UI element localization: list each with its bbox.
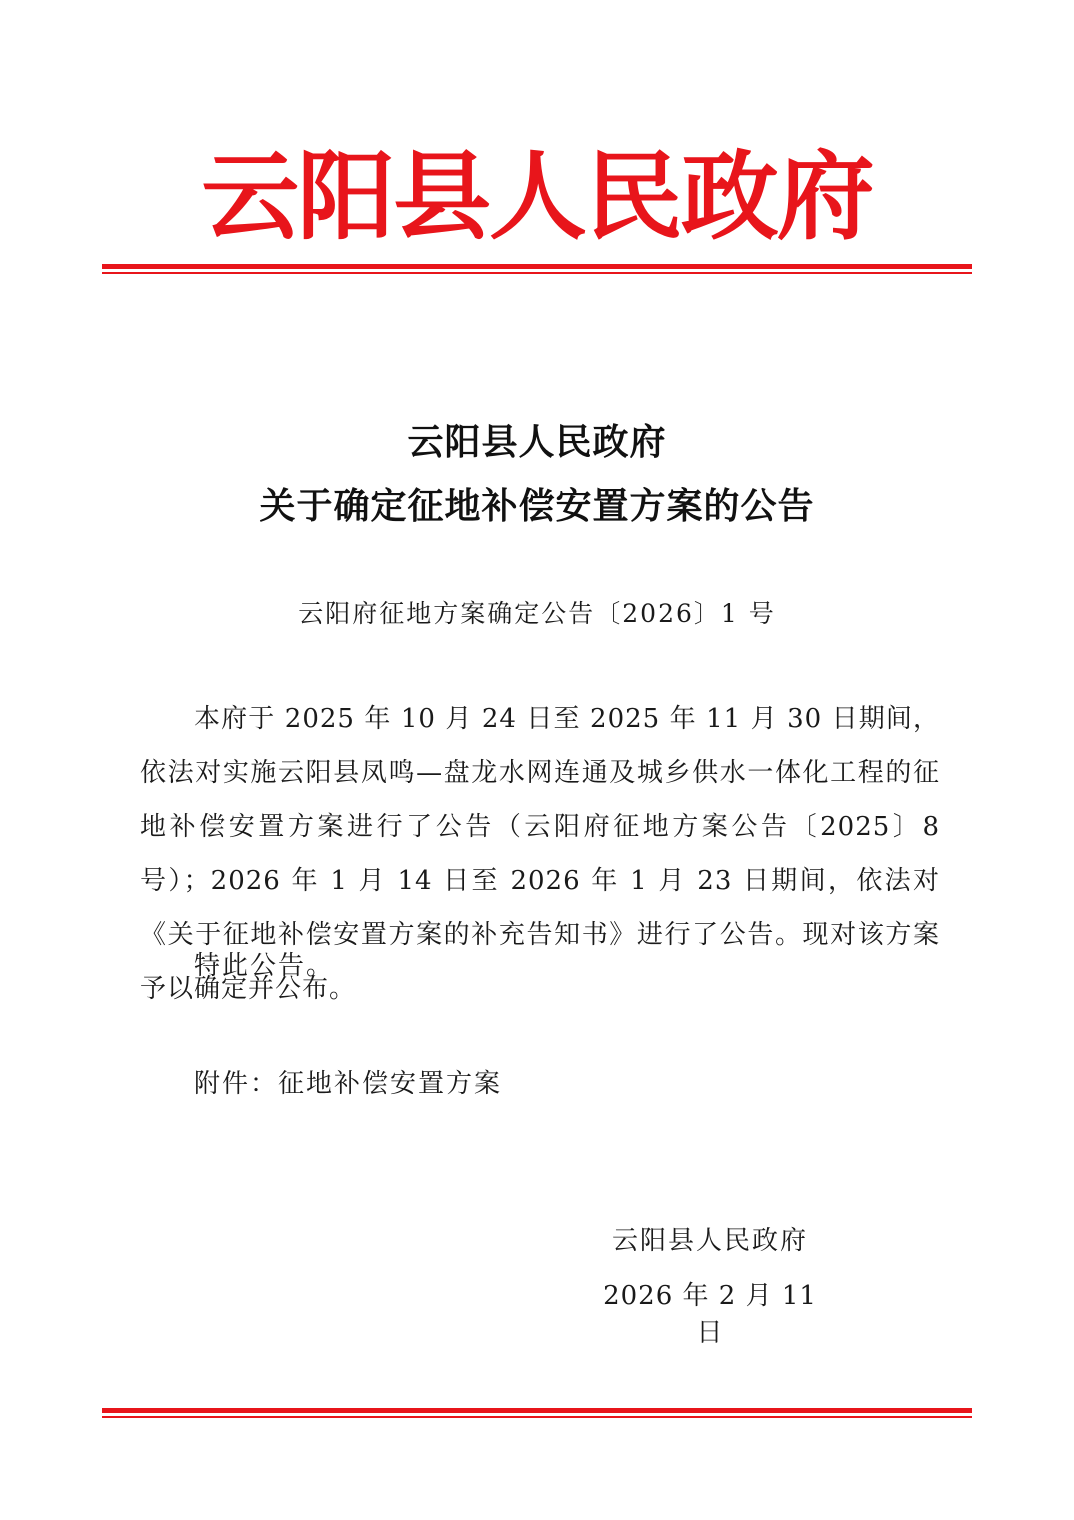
document-title-line2: 关于确定征地补偿安置方案的公告: [259, 485, 815, 527]
document-number: 云阳府征地方案确定公告〔2026〕1 号: [298, 599, 776, 628]
footer-rule-thin: [102, 1416, 972, 1418]
body-paragraph: 本府于 2025 年 10 月 24 日至 2025 年 11 月 30 日期间，依法对实施云阳县凤鸣—盘龙水网连通及城乡供水一体化工程的征地补偿安置方案进行了公告（云阳府征地方案公告〔2025〕8 号）；2026 年 1 月 14 日至 2026 年 1 月 23 日期间，依法对《关于征地补偿安置方案的补充告知书》进行了公告。现对该方案予以确定并公布。: [140, 704, 940, 1004]
signature-date: 2026 年 2 月 11 日: [603, 1281, 817, 1348]
masthead-rule-thin: [102, 272, 972, 274]
document-title-line1: 云阳县人民政府: [407, 421, 667, 463]
footer-rule-thick: [102, 1408, 972, 1413]
closing-text: 特此公告。: [194, 951, 335, 981]
attachment-text: 附件：征地补偿安置方案: [194, 1069, 503, 1099]
signature-organization: 云阳县人民政府: [611, 1226, 808, 1256]
masthead-rule-thick: [102, 264, 972, 269]
masthead-title: 云阳县人民政府: [201, 140, 873, 253]
